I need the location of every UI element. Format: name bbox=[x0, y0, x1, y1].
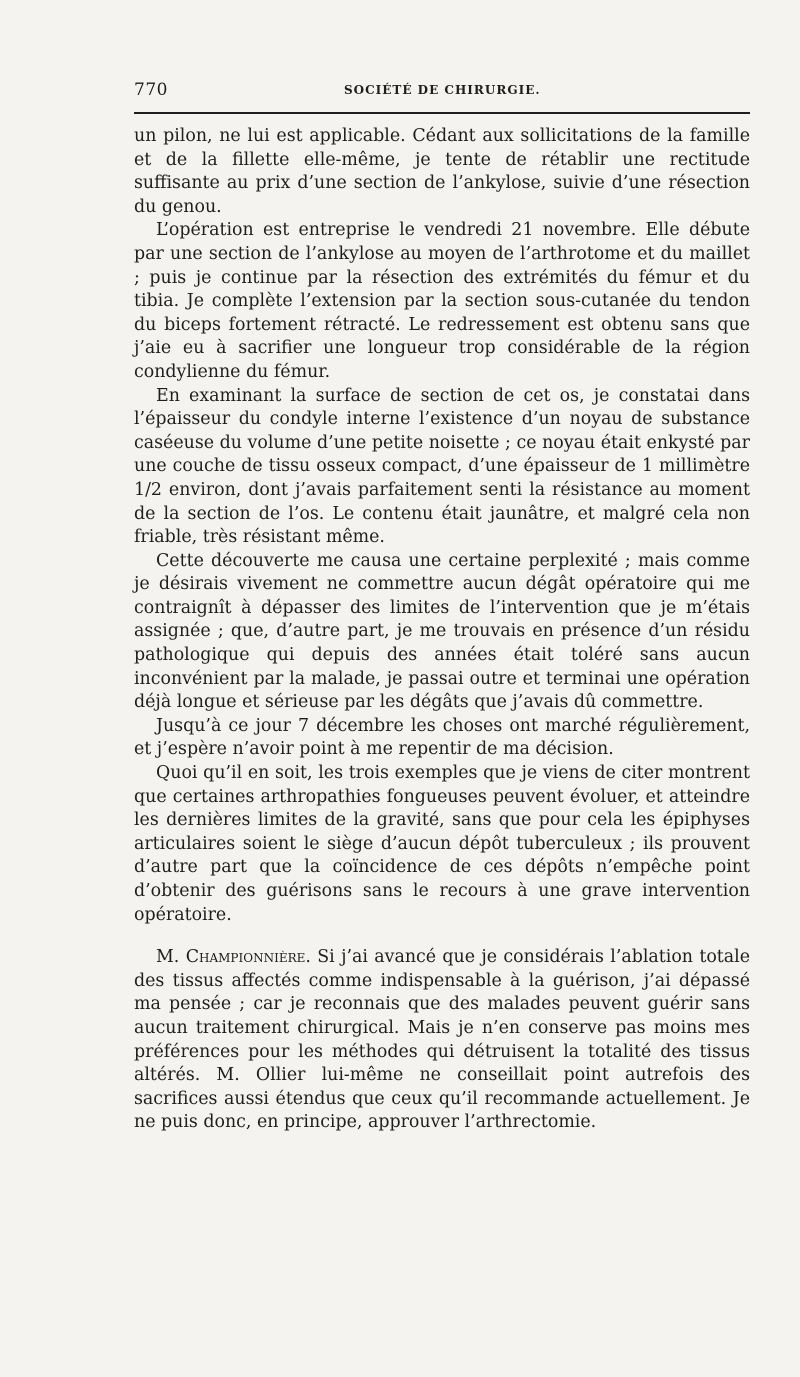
paragraph-3: En examinant la surface de section de cet os, je constatai dans l’épaisseur du condyle interne l’existence d’un noyau de substance caséeuse du volume d’une petite noisette ; ce noyau était enkysté par une couche de tissu osseux compact, d’une épaisseur de 1 millimètre 1/2 environ, dont j’avais parfaitement senti la résistance au moment de la section de l’os. Le contenu était jaunâtre, et malgré cela non friable, très résistant même. bbox=[134, 385, 750, 548]
running-title: SOCIÉTÉ DE CHIRURGIE. bbox=[344, 83, 541, 97]
paragraph-5: Jusqu’à ce jour 7 décembre les choses ont marché régulièrement, et j’espère n’avoir point à me repentir de ma décision. bbox=[134, 715, 750, 760]
paragraph-1: un pilon, ne lui est applicable. Cédant aux sollicitations de la famille et de la fillette elle-même, je tente de rétablir une rectitude suffisante au prix d’une section de l’ankylose, suivie d’une résection du genou. bbox=[134, 126, 750, 217]
header-rule bbox=[134, 112, 750, 114]
paragraph-2: L’opération est entreprise le vendredi 21 novembre. Elle débute par une section de l’ankylose au moyen de l’arthrotome et du maillet ; puis je continue par la résection des extrémités du fémur et du tibia. Je complète l’extension par la section sous-cutanée du tendon du biceps fortement rétracté. Le redressement est obtenu sans que j’aie eu à sacrifier une longueur trop considérable de la région condylienne du fémur. bbox=[134, 220, 750, 382]
paragraph-4: Cette découverte me causa une certaine perplexité ; mais comme je désirais vivement ne commettre aucun dégât opératoire qui me contraignît à dépasser des limites de l’intervention que je m’étais assignée ; que, d’autre part, je me trouvais en présence d’un résidu pathologique qui depuis des années était toléré sans aucun inconvénient par la malade, je passai outre et terminai une opération déjà longue et sérieuse par les dégâts que j’avais dû commettre. bbox=[134, 550, 750, 713]
body-text bbox=[134, 125, 750, 1135]
page-number: 770 bbox=[134, 80, 168, 100]
speaker-prefix: M. bbox=[156, 947, 180, 968]
speaker-name: Championnière. bbox=[185, 947, 311, 968]
paragraph-6: Quoi qu’il en soit, les trois exemples que je viens de citer montrent que certaines arthropathies fongueuses peuvent évoluer, et atteindre les dernières limites de la gravité, sans que pour cela les épiphyses articulaires soient le siège d’aucun dépôt tuberculeux ; ils prouvent d’autre part que la coïncidence de ces dépôts n’empêche point d’obtenir des guérisons sans le recours à une grave intervention opératoire. bbox=[134, 763, 750, 925]
speaker-text: Si j’ai avancé que je considérais l’ablation totale des tissus affectés comme indispensable à la guérison, j’ai dépassé ma pensée ; car je reconnais que des malades peuvent guérir sans aucun traitement chirurgical. Mais je n’en conserve pas moins mes préférences pour les méthodes qui détruisent la totalité des tissus altérés. M. Ollier lui-même ne conseillait point autrefois des sacrifices aussi étendus que ceux qu’il recommande actuellement. Je ne puis donc, en principe, approuver l’arthrectomie. bbox=[134, 947, 751, 1133]
speaker-paragraph bbox=[134, 946, 750, 1135]
page-header bbox=[134, 80, 750, 104]
